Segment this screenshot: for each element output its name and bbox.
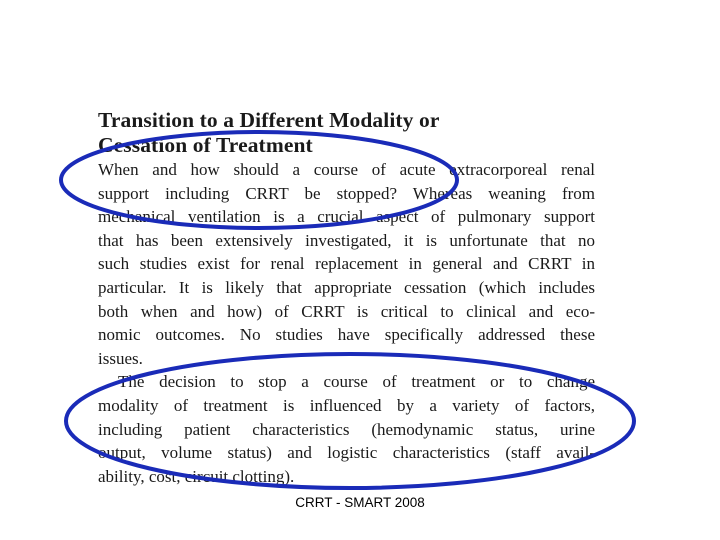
text-line: output, volume status) and logistic characteristics (staff avail- [98, 443, 595, 463]
section-heading [98, 108, 595, 158]
text-line: mechanical ventilation is a crucial aspect of pulmonary support [98, 207, 595, 227]
document-excerpt [98, 108, 595, 488]
text-line: The decision to stop a course of treatment or to change [118, 372, 595, 392]
text-line: that has been extensively investigated, it is unfortunate that no [98, 230, 595, 250]
text-line: ability, cost, circuit clotting). [98, 466, 295, 486]
text-line: When and how should a course of acute extracorporeal renal [98, 160, 595, 179]
text-line: nomic outcomes. No studies have specifically addressed these [98, 325, 595, 345]
heading-line: Cessation of Treatment [98, 133, 313, 157]
text-line: including patient characteristics (hemodynamic status, urine [98, 419, 595, 439]
paragraph-2 [98, 370, 595, 488]
text-line: particular. It is likely that appropriate cessation (which includes [98, 277, 595, 297]
slide-footer: CRRT - SMART 2008 [295, 495, 425, 510]
text-line: issues. [98, 348, 143, 368]
text-line: such studies exist for renal replacement in general and CRRT in [98, 254, 595, 274]
paragraph-1 [98, 158, 595, 370]
text-line: modality of treatment is influenced by a variety of factors, [98, 395, 595, 415]
text-line: support including CRRT be stopped? Whereas weaning from [98, 183, 595, 203]
heading-line: Transition to a Different Modality or [98, 108, 440, 132]
text-line: both when and how) of CRRT is critical to clinical and eco- [98, 301, 595, 321]
